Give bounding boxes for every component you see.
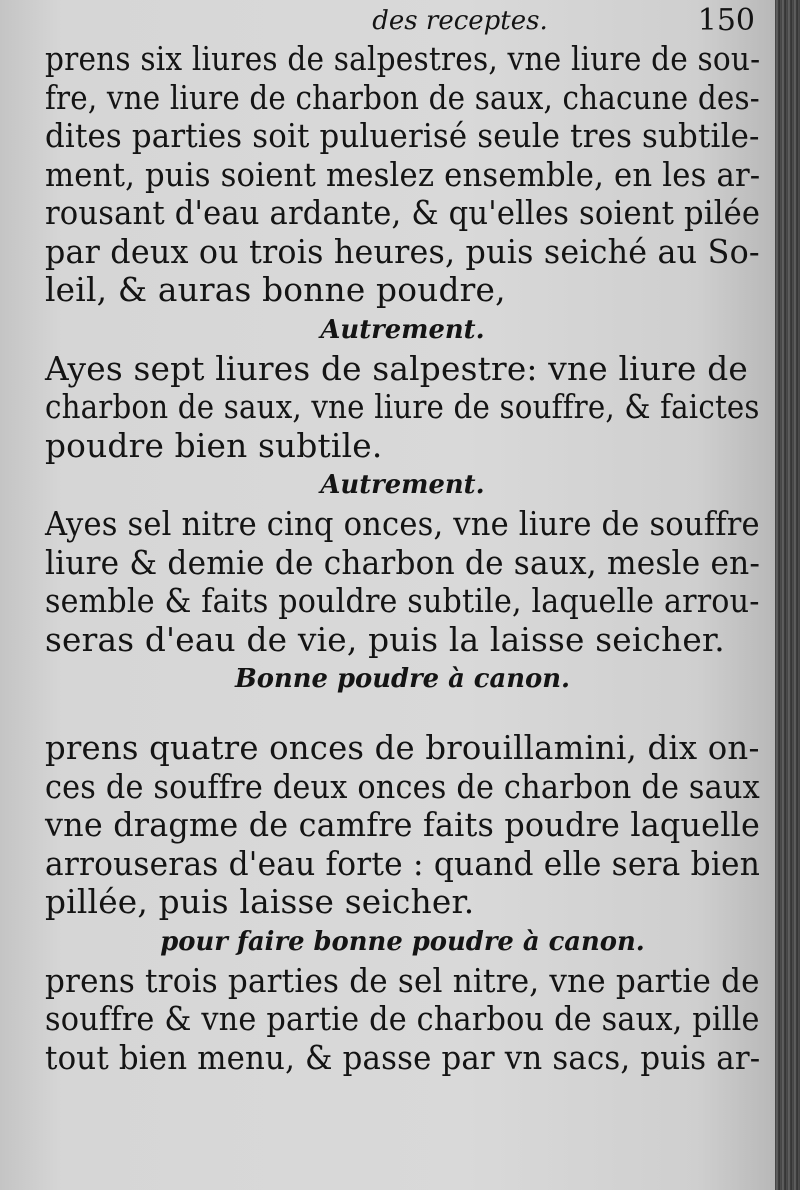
paragraph <box>45 729 765 922</box>
text-line: seras d'eau de vie, puis la laisse seicher. <box>45 619 725 659</box>
text-line: arrouseras d'eau forte : quand elle sera bien <box>45 843 761 883</box>
paragraph <box>45 962 765 1078</box>
text-line: pillée, puis laisse seicher. <box>45 882 475 921</box>
section-heading: Autrement. <box>320 470 485 500</box>
text-line: ces de souffre deux onces de charbon de saux <box>45 766 760 806</box>
text-line: Ayes sel nitre cinq onces, vne liure de souffre <box>45 504 760 543</box>
text-line: charbon de saux, vne liure de souffre, & faictes <box>45 387 760 426</box>
text-line: tout bien menu, & passe par vn sacs, puis ar- <box>45 1037 761 1077</box>
text-line: dites parties soit puluerisé seule tres subtile- <box>45 116 760 155</box>
text-line: prens six liures de salpestres, vne liure de sou- <box>45 39 761 78</box>
text-line: vne dragme de camfre faits poudre laquelle <box>45 805 760 844</box>
book-edge <box>775 0 800 1190</box>
section-heading: pour faire bonne poudre à canon. <box>160 926 645 957</box>
text-line: prens trois parties de sel nitre, vne partie de <box>45 960 760 1000</box>
running-head: des receptes. <box>372 6 548 36</box>
text-line: semble & faits pouldre subtile, laquelle arrou- <box>45 581 760 620</box>
text-line: ment, puis soient meslez ensemble, en les ar- <box>45 154 761 194</box>
text-line: poudre bien subtile. <box>45 425 383 465</box>
text-line: rousant d'eau ardante, & qu'elles soient pilée <box>45 193 761 232</box>
paragraph <box>45 350 765 466</box>
paragraph <box>45 505 765 659</box>
page-number: 150 <box>697 3 755 38</box>
text-line: Ayes sept liures de salpestre: vne liure de <box>45 348 749 388</box>
page-body <box>45 40 765 1077</box>
text-line: fre, vne liure de charbon de saux, chacune des- <box>45 77 760 117</box>
text-line: liure & demie de charbon de saux, mesle en- <box>45 542 761 582</box>
section-heading: Bonne poudre à canon. <box>234 664 571 694</box>
text-line: leil, & auras bonne poudre, <box>45 270 506 309</box>
section-heading: Autrement. <box>320 314 485 345</box>
paragraph <box>45 40 765 310</box>
spacer <box>45 699 765 729</box>
text-line: souffre & vne partie de charbou de saux, pille <box>45 999 760 1038</box>
text-line: par deux ou trois heures, puis seiché au So- <box>45 231 760 271</box>
text-line: prens quatre onces de brouillamini, dix on- <box>45 728 760 767</box>
